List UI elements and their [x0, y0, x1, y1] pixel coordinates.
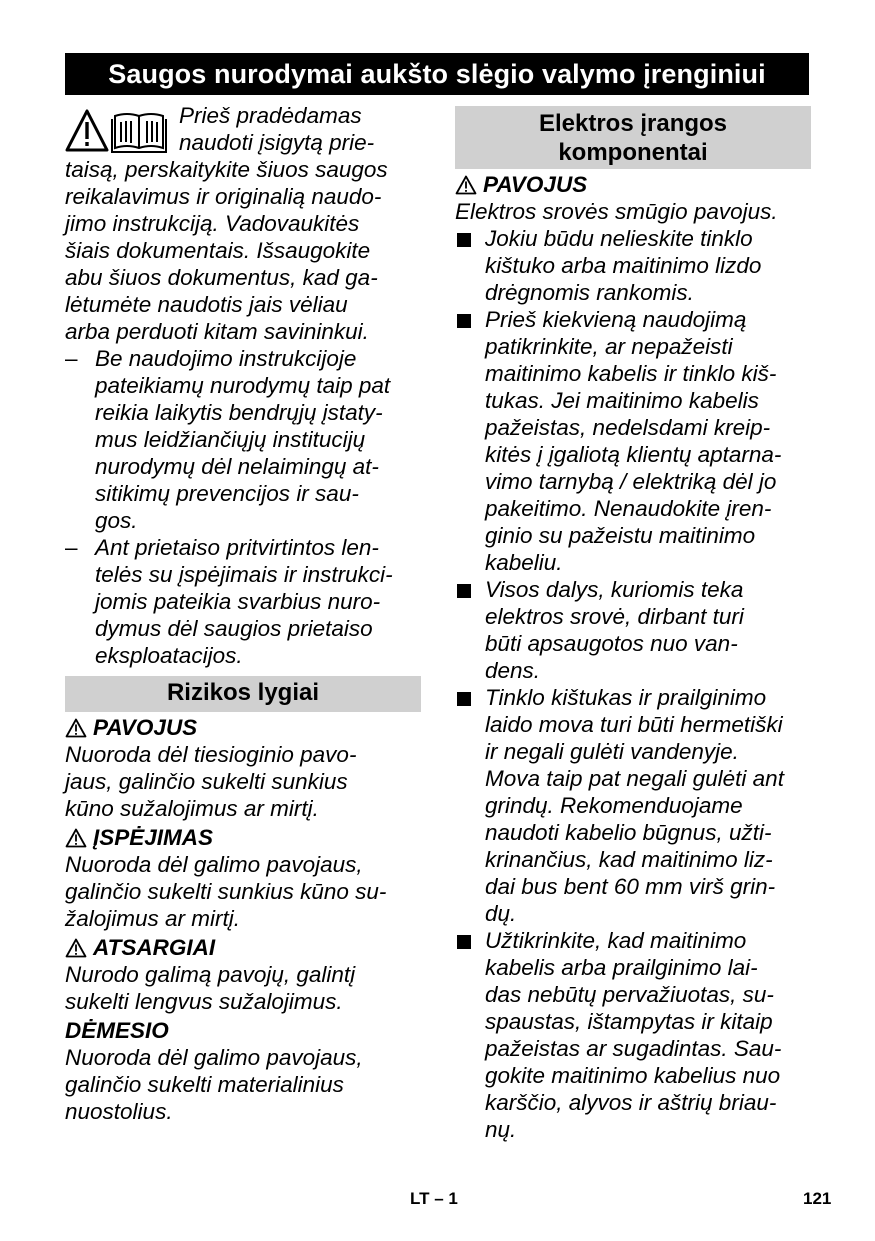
text-line: spaustas, ištampytas ir kitaip	[485, 1009, 773, 1034]
square-bullet-icon	[457, 233, 471, 247]
heading-line: komponentai	[558, 139, 708, 166]
text-line: telės su įspėjimais ir instrukci-	[95, 562, 393, 587]
text-line: Ant prietaiso pritvirtintos len-	[95, 535, 379, 560]
text-line: kištuko arba maitinimo lizdo	[485, 253, 762, 278]
square-bullet-icon	[457, 935, 471, 949]
warning-triangle-icon	[65, 828, 87, 848]
text-line: Užtikrinkite, kad maitinimo	[485, 928, 747, 953]
footer-page-number: 121	[803, 1189, 832, 1208]
text-line: jomis pateikia svarbius nuro-	[95, 589, 381, 614]
text-line: pažeistas, nedelsdami kreip-	[485, 415, 771, 440]
risk-level-caution	[65, 934, 421, 1015]
dash-list-item	[65, 534, 421, 669]
heading-line: Elektros įrangos	[538, 110, 728, 137]
dash-marker: –	[65, 346, 78, 371]
dash-list-item	[65, 345, 421, 534]
intro-line: taisą, perskaitykite šiuos saugos	[65, 157, 388, 182]
intro-line: arba perduoti kitam savininkui.	[65, 319, 369, 344]
text-line: grindų. Rekomenduojame	[485, 793, 743, 818]
text-line: karščio, alyvos ir aštrių briau-	[485, 1090, 777, 1115]
text-line: tukas. Jei maitinimo kabelis	[485, 388, 759, 413]
text-line: būti apsaugotos nuo van-	[485, 631, 738, 656]
text-line: maitinimo kabelis ir tinklo kiš-	[485, 361, 777, 386]
bullet-list-item	[455, 225, 811, 306]
text-line: sukelti lengvus sužalojimus.	[65, 989, 343, 1014]
intro-line: reikalavimus ir originalią naudo-	[65, 184, 382, 209]
level-title-text: ĮSPĖJIMAS	[93, 825, 214, 850]
text-line: kitės į įgaliotą klientų aptarna-	[485, 442, 782, 467]
text-line: nurodymų dėl nelaimingų at-	[95, 454, 379, 479]
text-line: Prieš kiekvieną naudojimą	[485, 307, 747, 332]
text-line: pažeistas ar sugadintas. Sau-	[485, 1036, 782, 1061]
bullet-list-item	[455, 927, 811, 1143]
intro-line: abu šiuos dokumentus, kad ga-	[65, 265, 378, 290]
left-column	[65, 100, 421, 1125]
level-title	[65, 1017, 421, 1044]
text-line: kabelis arba prailginimo lai-	[485, 955, 758, 980]
text-line: ir negali gulėti vandenyje.	[485, 739, 739, 764]
text-line: dai bus bent 60 mm virš grin-	[485, 874, 776, 899]
warning-triangle-icon	[65, 718, 87, 738]
danger-title	[455, 171, 811, 198]
text-line: jaus, galinčio sukelti sunkius	[65, 769, 348, 794]
text-line: Nuoroda dėl tiesioginio pavo-	[65, 742, 357, 767]
text-line: mus leidžiančiųjų institucijų	[95, 427, 366, 452]
warning-and-manual-icon	[65, 108, 175, 154]
risk-level-danger	[65, 714, 421, 822]
risk-level-notice	[65, 1017, 421, 1125]
bullet-list-item	[455, 306, 811, 576]
warning-triangle-icon	[67, 111, 107, 150]
text-line: krinančius, kad maitinimo liz-	[485, 847, 773, 872]
danger-text: Elektros srovės smūgio pavojus.	[455, 199, 778, 224]
text-line: Be naudojimo instrukcijoje	[95, 346, 357, 371]
text-line: reikia laikytis bendrųjų įstaty-	[95, 400, 383, 425]
intro-line: šiais dokumentais. Išsaugokite	[65, 238, 371, 263]
text-line: nų.	[485, 1117, 517, 1142]
text-line: sitikimų prevencijos ir sau-	[95, 481, 359, 506]
risk-levels-heading: Rizikos lygiai	[65, 676, 421, 712]
intro-line: Prieš pradėdamas	[179, 103, 362, 128]
square-bullet-icon	[457, 314, 471, 328]
intro-line: naudoti įsigytą prie-	[179, 130, 375, 155]
text-line: gokite maitinimo kabelius nuo	[485, 1063, 781, 1088]
text-line: das nebūtų pervažiuotas, su-	[485, 982, 774, 1007]
electric-components-heading	[455, 106, 811, 169]
square-bullet-icon	[457, 584, 471, 598]
level-title-text: DĖMESIO	[65, 1018, 169, 1043]
text-line: kūno sužalojimus ar mirtį.	[65, 796, 319, 821]
text-line: dens.	[485, 658, 541, 683]
danger-title-text: PAVOJUS	[483, 172, 588, 197]
text-line: Mova taip pat negali gulėti ant	[485, 766, 784, 791]
text-line: dymus dėl saugios prietaiso	[95, 616, 373, 641]
text-line: elektros srovė, dirbant turi	[485, 604, 744, 629]
text-line: pakeitimo. Nenaudokite įren-	[485, 496, 772, 521]
text-line: patikrinkite, ar nepažeisti	[485, 334, 733, 359]
level-title	[65, 824, 421, 851]
intro-line: lėtumėte naudotis jais vėliau	[65, 292, 348, 317]
level-title	[65, 714, 421, 741]
text-line: naudoti kabelio būgnus, užti-	[485, 820, 772, 845]
text-line: Nurodo galimą pavojų, galintį	[65, 962, 356, 987]
warning-triangle-icon	[455, 175, 477, 195]
level-title-text: PAVOJUS	[93, 715, 198, 740]
text-line: nuostolius.	[65, 1099, 173, 1124]
warning-triangle-icon	[65, 938, 87, 958]
text-line: eksploatacijos.	[95, 643, 243, 668]
level-title-text: ATSARGIAI	[93, 935, 216, 960]
bullet-list-item	[455, 576, 811, 684]
text-line: kabeliu.	[485, 550, 563, 575]
text-line: galinčio sukelti materialinius	[65, 1072, 344, 1097]
text-line: dų.	[485, 901, 517, 926]
bullet-list-item	[455, 684, 811, 927]
level-title	[65, 934, 421, 961]
text-line: Tinklo kištukas ir prailginimo	[485, 685, 767, 710]
dash-marker: –	[65, 535, 78, 560]
text-line: drėgnomis rankomis.	[485, 280, 694, 305]
text-line: galinčio sukelti sunkius kūno su-	[65, 879, 387, 904]
text-line: gos.	[95, 508, 138, 533]
risk-level-warning	[65, 824, 421, 932]
text-line: Jokiu būdu nelieskite tinklo	[485, 226, 753, 251]
manual-book-icon	[112, 114, 166, 152]
text-line: vimo tarnybą / elektriką dėl jo	[485, 469, 777, 494]
text-line: Visos dalys, kuriomis teka	[485, 577, 744, 602]
right-column	[455, 100, 811, 1143]
text-line: žalojimus ar mirtį.	[65, 906, 241, 931]
text-line: pateikiamų nurodymų taip pat	[95, 373, 391, 398]
square-bullet-icon	[457, 692, 471, 706]
text-line: Nuoroda dėl galimo pavojaus,	[65, 1045, 363, 1070]
page-title: Saugos nurodymai aukšto slėgio valymo įrenginiui	[65, 53, 809, 95]
footer-language-page: LT – 1	[410, 1189, 458, 1208]
text-line: laido mova turi būti hermetiški	[485, 712, 783, 737]
text-line: Nuoroda dėl galimo pavojaus,	[65, 852, 363, 877]
bullet-list	[455, 225, 811, 1143]
intro-paragraph	[65, 102, 421, 345]
intro-line: jimo instrukciją. Vadovaukitės	[65, 211, 360, 236]
text-line: ginio su pažeistu maitinimo	[485, 523, 756, 548]
